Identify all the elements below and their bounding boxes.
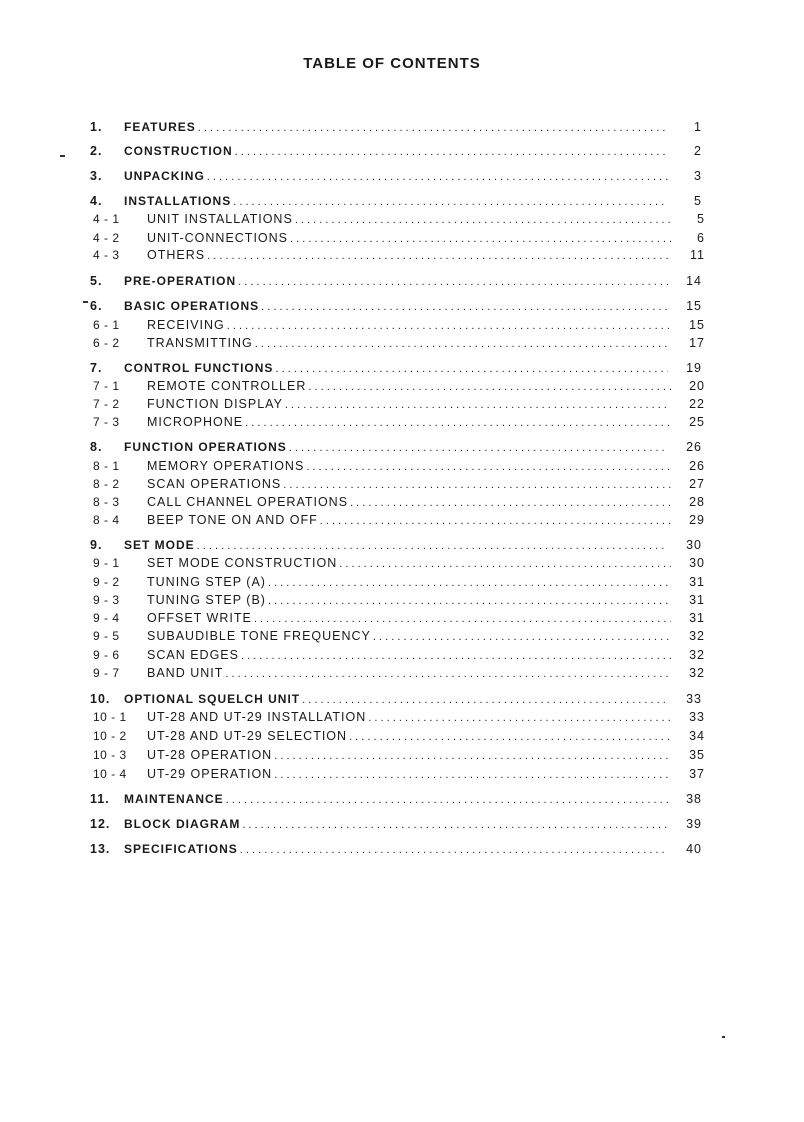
dot-leader <box>274 750 671 762</box>
dot-leader <box>226 794 668 806</box>
toc-entry-number: 8 - 3 <box>93 495 120 509</box>
dot-leader <box>245 417 671 429</box>
toc-entry <box>93 244 705 262</box>
toc-entry <box>93 763 705 781</box>
toc-entry-page: 38 <box>686 792 702 806</box>
toc-entry-page: 15 <box>686 299 702 313</box>
toc-entry <box>93 332 705 350</box>
toc-entry-number: 9. <box>90 538 103 552</box>
dot-leader <box>368 712 671 724</box>
toc-entry-number: 8 - 2 <box>93 477 120 491</box>
toc-entry-page: 30 <box>689 556 705 570</box>
toc-entry-title: UNIT INSTALLATIONS <box>147 212 293 226</box>
toc-entry-number: 4 - 3 <box>93 248 120 262</box>
toc-entry-title: PRE-OPERATION <box>124 274 237 288</box>
dot-leader <box>350 497 671 509</box>
toc-entry <box>93 706 705 724</box>
dot-leader <box>240 844 668 856</box>
toc-entry-page: 19 <box>686 361 702 375</box>
toc-entry-number: 10 - 1 <box>93 710 127 724</box>
toc-entry-page: 15 <box>689 318 705 332</box>
toc-entry-number: 8 - 1 <box>93 459 120 473</box>
toc-entry <box>93 375 705 393</box>
toc-entry-number: 11. <box>90 792 110 806</box>
toc-entry <box>90 295 702 313</box>
toc-entry <box>90 788 702 806</box>
toc-entry-page: 33 <box>689 710 705 724</box>
toc-entry <box>93 607 705 625</box>
dot-leader <box>233 196 668 208</box>
scan-mark <box>722 1036 725 1038</box>
toc-entry-number: 9 - 4 <box>93 611 120 625</box>
toc-entry <box>90 357 702 375</box>
toc-entry <box>93 589 705 607</box>
toc-entry-title: UT-28 OPERATION <box>147 748 273 762</box>
toc-entry-page: 35 <box>689 748 705 762</box>
dot-leader <box>227 320 671 332</box>
toc-entry-number: 10. <box>90 692 111 706</box>
dot-leader <box>225 668 671 680</box>
toc-entry-page: 1 <box>694 120 702 134</box>
toc-entry-number: 7 - 3 <box>93 415 120 429</box>
toc-entry-title: OPTIONAL SQUELCH UNIT <box>124 692 301 706</box>
toc-entry <box>93 644 705 662</box>
toc-entry-title: FEATURES <box>124 120 196 134</box>
page-title: TABLE OF CONTENTS <box>303 55 481 72</box>
toc-entry-title: SUBAUDIBLE TONE FREQUENCY <box>147 629 371 643</box>
toc-entry-number: 9 - 7 <box>93 666 120 680</box>
toc-entry-title: CONSTRUCTION <box>124 144 233 158</box>
toc-entry-title: CALL CHANNEL OPERATIONS <box>147 495 349 509</box>
toc-entry-title: INSTALLATIONS <box>124 194 232 208</box>
toc-entry-page: 31 <box>689 593 705 607</box>
toc-entry-number: 1. <box>90 120 103 134</box>
toc-entry-page: 39 <box>686 817 702 831</box>
toc-entry-title: BAND UNIT <box>147 666 224 680</box>
toc-entry <box>90 190 702 208</box>
toc-entry <box>90 838 702 856</box>
toc-entry <box>93 744 705 762</box>
toc-entry-page: 27 <box>689 477 705 491</box>
toc-entry-title: BASIC OPERATIONS <box>124 299 260 313</box>
toc-entry-page: 25 <box>689 415 705 429</box>
dot-leader <box>198 122 668 134</box>
toc-entry-number: 6 - 1 <box>93 318 120 332</box>
toc-entry <box>93 571 705 589</box>
dot-leader <box>289 442 668 454</box>
toc-entry-title: UNPACKING <box>124 169 205 183</box>
toc-entry-title: SCAN EDGES <box>147 648 239 662</box>
toc-entry-number: 8. <box>90 440 103 454</box>
toc-entry <box>90 140 702 158</box>
toc-entry <box>93 725 705 743</box>
toc-entry-title: UT-29 OPERATION <box>147 767 273 781</box>
toc-entry <box>90 534 702 552</box>
toc-entry-number: 9 - 2 <box>93 575 120 589</box>
toc-entry-number: 6 - 2 <box>93 336 120 350</box>
toc-entry <box>90 165 702 183</box>
toc-entry-number: 10 - 2 <box>93 729 127 743</box>
toc-entry-title: UT-28 AND UT-29 INSTALLATION <box>147 710 367 724</box>
dot-leader <box>306 461 671 473</box>
toc-entry-number: 3. <box>90 169 103 183</box>
toc-entry-page: 3 <box>694 169 702 183</box>
dot-leader <box>320 515 671 527</box>
toc-entry-number: 7 - 1 <box>93 379 120 393</box>
toc-entry-number: 5. <box>90 274 103 288</box>
dot-leader <box>339 558 671 570</box>
toc-entry-number: 9 - 5 <box>93 629 120 643</box>
toc-entry <box>90 436 702 454</box>
toc-entry-number: 6. <box>90 299 103 313</box>
toc-entry-number: 9 - 6 <box>93 648 120 662</box>
toc-entry-page: 32 <box>689 666 705 680</box>
dot-leader <box>274 769 671 781</box>
toc-entry-number: 7. <box>90 361 103 375</box>
toc-entry <box>93 208 705 226</box>
toc-entry-page: 33 <box>686 692 702 706</box>
toc-entry-page: 37 <box>689 767 705 781</box>
toc-entry-number: 10 - 3 <box>93 748 127 762</box>
toc-entry-title: TRANSMITTING <box>147 336 253 350</box>
toc-entry-page: 32 <box>689 629 705 643</box>
toc-entry-page: 5 <box>694 194 702 208</box>
toc-entry-title: UNIT-CONNECTIONS <box>147 231 288 245</box>
toc-entry <box>90 270 702 288</box>
toc-entry-page: 34 <box>689 729 705 743</box>
toc-entry-number: 13. <box>90 842 111 856</box>
dot-leader <box>275 363 668 375</box>
toc-entry-title: RECEIVING <box>147 318 225 332</box>
toc-entry-number: 4 - 2 <box>93 231 120 245</box>
toc-entry-page: 2 <box>694 144 702 158</box>
toc-entry-page: 20 <box>689 379 705 393</box>
toc-entry-title: BEEP TONE ON AND OFF <box>147 513 318 527</box>
dot-leader <box>295 214 671 226</box>
dot-leader <box>254 613 671 625</box>
toc-entry-title: TUNING STEP (B) <box>147 593 266 607</box>
toc-entry-title: MAINTENANCE <box>124 792 224 806</box>
toc-entry-page: 29 <box>689 513 705 527</box>
dot-leader <box>268 577 671 589</box>
dot-leader <box>261 301 668 313</box>
scan-mark <box>83 301 88 303</box>
toc-entry <box>93 455 705 473</box>
toc-entry-title: TUNING STEP (A) <box>147 575 266 589</box>
toc-entry-number: 12. <box>90 817 111 831</box>
toc-entry <box>93 509 705 527</box>
toc-entry <box>93 314 705 332</box>
dot-leader <box>197 540 668 552</box>
toc-entry-page: 26 <box>686 440 702 454</box>
dot-leader <box>255 338 671 350</box>
dot-leader <box>302 694 668 706</box>
toc-entry-title: OFFSET WRITE <box>147 611 252 625</box>
toc-entry-page: 31 <box>689 611 705 625</box>
toc-entry-page: 22 <box>689 397 705 411</box>
toc-entry-number: 8 - 4 <box>93 513 120 527</box>
toc-entry-title: SPECIFICATIONS <box>124 842 238 856</box>
toc-entry-page: 5 <box>697 212 705 226</box>
toc-entry-title: MICROPHONE <box>147 415 244 429</box>
dot-leader <box>308 381 671 393</box>
toc-entry-page: 11 <box>690 248 705 262</box>
toc-entry-number: 10 - 4 <box>93 767 127 781</box>
toc-entry-page: 17 <box>689 336 705 350</box>
toc-entry-title: SET MODE <box>124 538 195 552</box>
toc-entry-page: 6 <box>697 231 705 245</box>
dot-leader <box>207 250 671 262</box>
toc-entry-title: FUNCTION DISPLAY <box>147 397 283 411</box>
toc-entry-number: 4 - 1 <box>93 212 120 226</box>
scan-mark <box>60 155 65 157</box>
toc-entry-title: UT-28 AND UT-29 SELECTION <box>147 729 348 743</box>
toc-entry <box>90 813 702 831</box>
toc-entry <box>93 473 705 491</box>
toc-entry-title: MEMORY OPERATIONS <box>147 459 305 473</box>
toc-entry-number: 4. <box>90 194 103 208</box>
toc-entry-number: 2. <box>90 144 103 158</box>
toc-entry-title: REMOTE CONTROLLER <box>147 379 307 393</box>
dot-leader <box>268 595 671 607</box>
dot-leader <box>373 631 671 643</box>
toc-entry-page: 28 <box>689 495 705 509</box>
toc-entry-number: 7 - 2 <box>93 397 120 411</box>
dot-leader <box>242 819 668 831</box>
toc-entry <box>90 688 702 706</box>
toc-entry <box>93 552 705 570</box>
toc-entry-title: CONTROL FUNCTIONS <box>124 361 274 375</box>
toc-entry-page: 40 <box>686 842 702 856</box>
dot-leader <box>238 276 668 288</box>
dot-leader <box>285 399 671 411</box>
toc-entry <box>93 662 705 680</box>
toc-entry-page: 26 <box>689 459 705 473</box>
toc-entry <box>93 227 705 245</box>
toc-entry <box>93 625 705 643</box>
toc-entry-page: 14 <box>686 274 702 288</box>
toc-entry <box>93 411 705 429</box>
toc-entry-page: 32 <box>689 648 705 662</box>
dot-leader <box>235 146 668 158</box>
toc-entry <box>93 393 705 411</box>
toc-entry <box>90 116 702 134</box>
toc-entry-title: SET MODE CONSTRUCTION <box>147 556 338 570</box>
toc-entry-title: FUNCTION OPERATIONS <box>124 440 287 454</box>
toc-entry-title: BLOCK DIAGRAM <box>124 817 241 831</box>
dot-leader <box>283 479 671 491</box>
dot-leader <box>207 171 668 183</box>
toc-entry-page: 30 <box>686 538 702 552</box>
toc-entry-title: SCAN OPERATIONS <box>147 477 282 491</box>
toc-entry-title: OTHERS <box>147 248 206 262</box>
dot-leader <box>241 650 671 662</box>
toc-entry-number: 9 - 3 <box>93 593 120 607</box>
toc-entry-number: 9 - 1 <box>93 556 120 570</box>
toc-entry-page: 31 <box>689 575 705 589</box>
dot-leader <box>349 731 671 743</box>
toc-entry <box>93 491 705 509</box>
